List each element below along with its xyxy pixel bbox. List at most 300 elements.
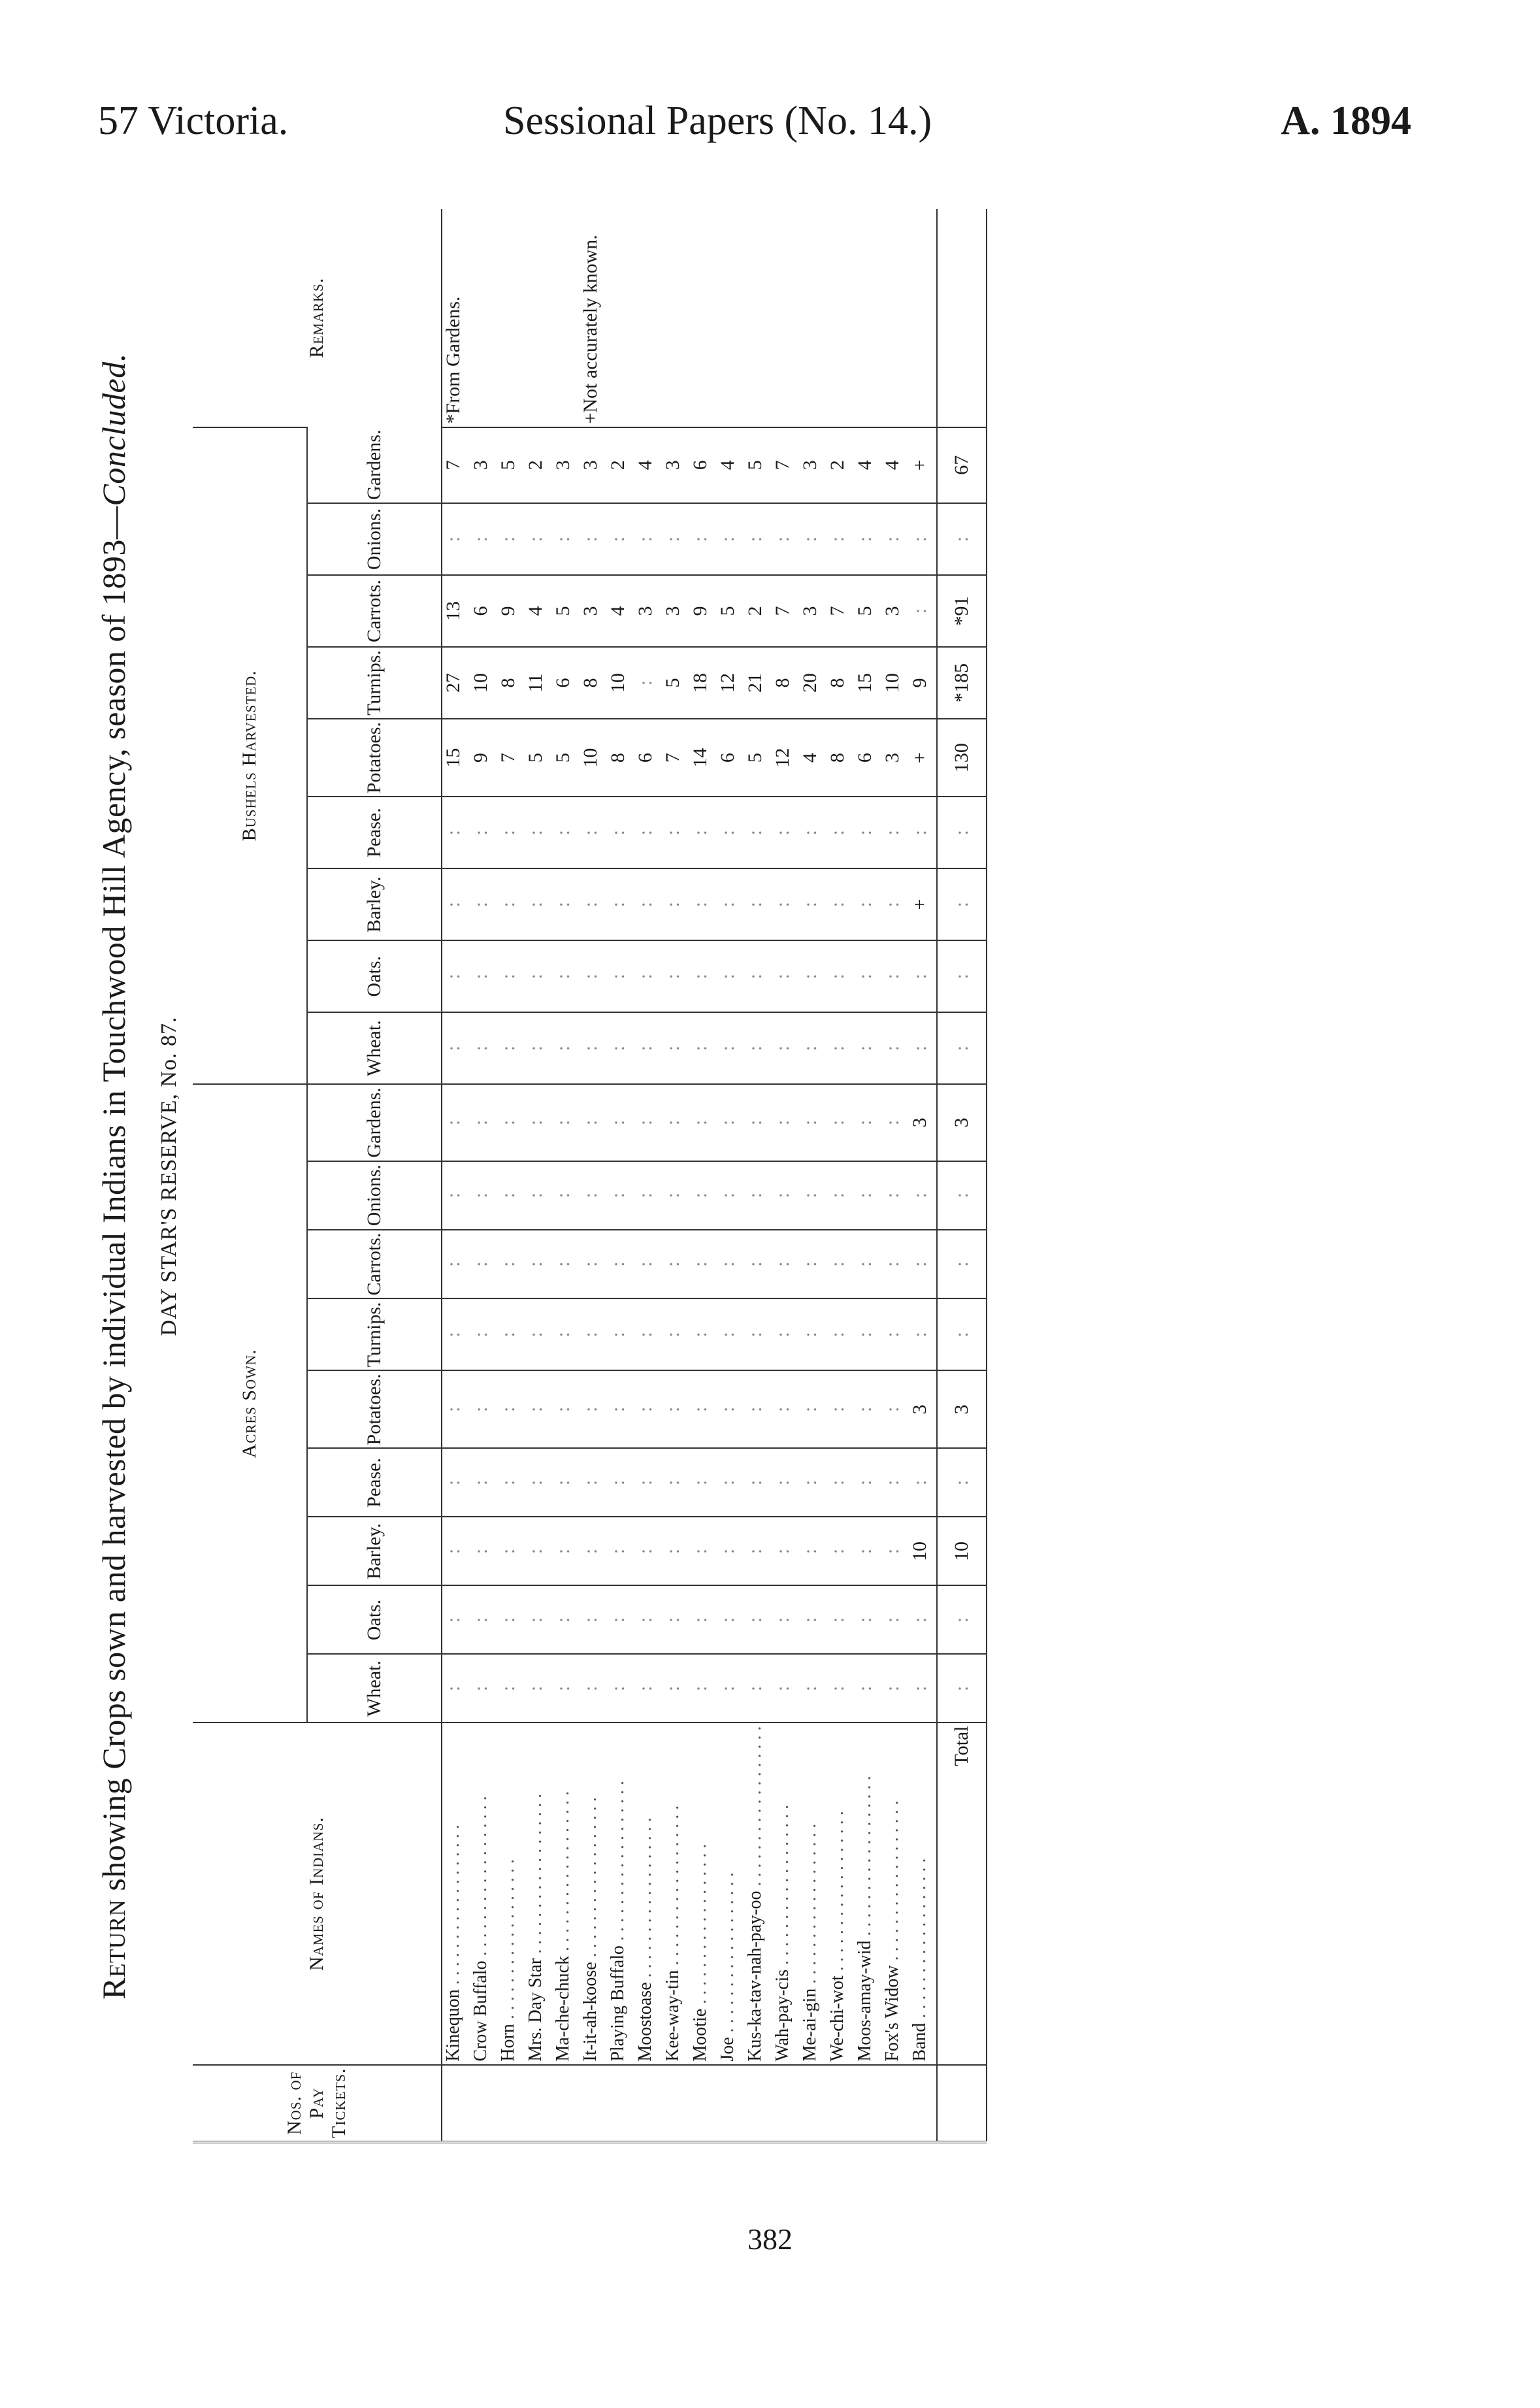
table-row <box>881 209 909 2142</box>
acres-cell-empty <box>607 1517 634 1585</box>
acres-cell-empty <box>552 1370 580 1448</box>
bushels-cell-empty <box>580 940 607 1012</box>
acres-cell-empty <box>854 1161 881 1230</box>
bushels-cell-empty <box>497 940 525 1012</box>
total-acres-empty <box>937 1654 987 1723</box>
acres-cell-empty <box>470 1370 497 1448</box>
acres-cell-empty <box>799 1230 827 1299</box>
bushels-cell: 7 <box>772 575 799 647</box>
acres-cell-empty <box>909 1585 937 1654</box>
bushels-cell-empty <box>552 1012 580 1084</box>
acres-cell-empty <box>772 1298 799 1370</box>
bushels-cell-empty <box>497 503 525 575</box>
bushels-cell-empty <box>525 797 552 868</box>
acres-cell-empty <box>607 1585 634 1654</box>
table-row <box>607 209 634 2142</box>
bushels-cell-empty <box>854 940 881 1012</box>
acres-cell-empty <box>689 1084 717 1161</box>
acres-cell-empty <box>744 1448 772 1517</box>
acres-cell-empty <box>442 1084 470 1161</box>
remark-cell <box>909 209 937 427</box>
pay-ticket-cell <box>909 2065 937 2142</box>
header-bushels-potatoes: Potatoes. <box>307 719 442 797</box>
acres-cell-empty <box>552 1084 580 1161</box>
bushels-cell: 7 <box>442 427 470 503</box>
acres-cell-empty <box>634 1298 662 1370</box>
bushels-cell-empty <box>634 647 662 719</box>
total-acres-empty <box>937 1230 987 1299</box>
indian-name: We-chi-wot . . . <box>827 1723 854 2064</box>
acres-cell-empty <box>525 1230 552 1299</box>
acres-cell-empty <box>607 1230 634 1299</box>
bushels-cell-empty <box>525 868 552 940</box>
acres-cell-empty <box>717 1517 744 1585</box>
bushels-cell-empty <box>634 797 662 868</box>
acres-cell-empty <box>470 1654 497 1723</box>
acres-cell-empty <box>442 1585 470 1654</box>
acres-cell-empty <box>552 1161 580 1230</box>
bushels-cell: 3 <box>662 427 689 503</box>
bushels-cell-empty <box>827 503 854 575</box>
bushels-cell-empty <box>744 503 772 575</box>
total-acres-empty <box>937 1448 987 1517</box>
acres-cell-empty <box>442 1448 470 1517</box>
bushels-cell-empty <box>470 797 497 868</box>
table-row <box>717 209 744 2142</box>
total-acres-cell: 10 <box>937 1517 987 1585</box>
title-concluded: Concluded. <box>95 353 132 506</box>
bushels-cell-empty <box>772 940 799 1012</box>
acres-cell-empty <box>497 1654 525 1723</box>
pay-ticket-cell <box>442 2065 470 2142</box>
acres-cell-empty <box>772 1448 799 1517</box>
acres-cell-empty <box>470 1448 497 1517</box>
bushels-cell-empty <box>497 868 525 940</box>
bushels-cell-empty <box>634 868 662 940</box>
indian-name: Moos-amay-wid . . . <box>854 1723 881 2064</box>
acres-cell-empty <box>689 1230 717 1299</box>
acres-cell-empty <box>580 1084 607 1161</box>
table-row <box>799 209 827 2142</box>
header-publication: Sessional Papers (No. 14.) <box>503 99 932 143</box>
acres-cell-empty <box>881 1298 909 1370</box>
acres-cell-empty <box>827 1298 854 1370</box>
pay-ticket-cell <box>552 2065 580 2142</box>
acres-cell-empty <box>909 1230 937 1299</box>
bushels-cell-empty <box>799 868 827 940</box>
header-bushels-oats: Oats. <box>307 940 442 1012</box>
acres-cell-empty <box>552 1448 580 1517</box>
bushels-cell: 3 <box>799 575 827 647</box>
bushels-cell-empty <box>717 797 744 868</box>
acres-cell-empty <box>744 1230 772 1299</box>
acres-cell-empty <box>881 1370 909 1448</box>
bushels-cell-empty <box>442 1012 470 1084</box>
acres-cell-empty <box>881 1654 909 1723</box>
bushels-cell-empty <box>909 1012 937 1084</box>
total-bushels-empty <box>937 1012 987 1084</box>
header-bushels-harvested: Bushels Harvested. <box>193 427 307 1085</box>
bushels-cell: 4 <box>881 427 909 503</box>
bushels-cell-empty <box>662 868 689 940</box>
table-group-header-row <box>193 209 307 2142</box>
table-row <box>827 209 854 2142</box>
bushels-cell: 10 <box>607 647 634 719</box>
acres-cell-empty <box>525 1084 552 1161</box>
header-bushels-turnips: Turnips. <box>307 647 442 719</box>
total-label: Total <box>937 1723 987 2064</box>
acres-cell-empty <box>470 1084 497 1161</box>
bushels-cell-empty <box>717 940 744 1012</box>
pay-ticket-cell <box>717 2065 744 2142</box>
bushels-cell-empty <box>799 797 827 868</box>
table-row <box>689 209 717 2142</box>
total-bushels-cell: *91 <box>937 575 987 647</box>
pay-ticket-cell <box>470 2065 497 2142</box>
acres-cell-empty <box>607 1298 634 1370</box>
bushels-cell: 13 <box>442 575 470 647</box>
acres-cell-empty <box>909 1161 937 1230</box>
bushels-cell: 7 <box>497 719 525 797</box>
acres-cell: 3 <box>909 1370 937 1448</box>
bushels-cell: 6 <box>552 647 580 719</box>
acres-cell-empty <box>772 1370 799 1448</box>
bushels-cell-empty <box>525 940 552 1012</box>
header-session: 57 Victoria. <box>98 99 289 143</box>
bushels-cell-empty <box>827 1012 854 1084</box>
bushels-cell-empty <box>470 868 497 940</box>
total-bushels-empty <box>937 940 987 1012</box>
bushels-cell: 5 <box>717 575 744 647</box>
acres-cell-empty <box>634 1084 662 1161</box>
bushels-cell: 5 <box>552 575 580 647</box>
bushels-cell: 3 <box>662 575 689 647</box>
bushels-cell: 3 <box>470 427 497 503</box>
acres-cell: 10 <box>909 1517 937 1585</box>
page-header <box>98 98 1411 157</box>
pay-ticket-cell <box>937 2065 987 2142</box>
table-row <box>909 209 937 2142</box>
bushels-cell: 5 <box>662 647 689 719</box>
pay-ticket-cell <box>497 2065 525 2142</box>
acres-cell-empty <box>607 1084 634 1161</box>
bushels-cell-empty <box>470 503 497 575</box>
acres-cell-empty <box>634 1448 662 1517</box>
bushels-cell-empty <box>881 868 909 940</box>
bushels-cell-empty <box>881 1012 909 1084</box>
bushels-cell-empty <box>497 1012 525 1084</box>
pay-ticket-cell <box>827 2065 854 2142</box>
pay-ticket-cell <box>854 2065 881 2142</box>
acres-cell-empty <box>552 1654 580 1723</box>
acres-cell-empty <box>580 1230 607 1299</box>
pay-ticket-cell <box>607 2065 634 2142</box>
remark-cell <box>607 209 634 427</box>
acres-cell-empty <box>689 1517 717 1585</box>
bushels-cell: 4 <box>854 427 881 503</box>
bushels-cell: 12 <box>717 647 744 719</box>
indian-name: Horn . . . <box>497 1723 525 2064</box>
acres-cell-empty <box>827 1084 854 1161</box>
table-row <box>854 209 881 2142</box>
bushels-cell: 9 <box>470 719 497 797</box>
remark-cell: *From Gardens. <box>442 296 464 424</box>
acres-cell-empty <box>827 1370 854 1448</box>
header-acres-sown: Acres Sown. <box>193 1084 307 1723</box>
acres-cell-empty <box>525 1298 552 1370</box>
total-acres-cell: 3 <box>937 1084 987 1161</box>
rotated-table-page <box>95 209 1094 2143</box>
bushels-cell-empty <box>909 503 937 575</box>
bushels-cell: 2 <box>525 427 552 503</box>
acres-cell-empty <box>717 1230 744 1299</box>
bushels-cell-empty <box>525 503 552 575</box>
bushels-cell: 5 <box>744 427 772 503</box>
acres-cell-empty <box>717 1448 744 1517</box>
acres-cell-empty <box>525 1517 552 1585</box>
indian-name: Mrs. Day Star . . . <box>525 1723 552 2064</box>
acres-cell-empty <box>744 1517 772 1585</box>
bushels-cell: 10 <box>881 647 909 719</box>
bushels-cell: 2 <box>607 427 634 503</box>
acres-cell-empty <box>525 1370 552 1448</box>
header-bushels-carrots: Carrots. <box>307 575 442 647</box>
indian-name: It-it-ah-koose . . . <box>580 1723 607 2064</box>
bushels-cell: 4 <box>799 719 827 797</box>
bushels-cell-empty <box>580 797 607 868</box>
acres-cell-empty <box>689 1161 717 1230</box>
bushels-cell-empty <box>442 503 470 575</box>
acres-cell-empty <box>580 1654 607 1723</box>
title-text: showing Crops sown and harvested by individual Indians in Touchwood Hill Agency, season of 1893— <box>95 506 132 1891</box>
acres-cell-empty <box>580 1161 607 1230</box>
acres-cell-empty <box>744 1084 772 1161</box>
acres-cell-empty <box>442 1298 470 1370</box>
acres-cell-empty <box>909 1654 937 1723</box>
table-row <box>580 209 607 2142</box>
acres-cell-empty <box>744 1585 772 1654</box>
bushels-cell-empty <box>662 940 689 1012</box>
acres-cell-empty <box>634 1230 662 1299</box>
acres-cell-empty <box>470 1585 497 1654</box>
bushels-cell-empty <box>827 797 854 868</box>
acres-cell-empty <box>470 1161 497 1230</box>
bushels-cell-empty <box>607 1012 634 1084</box>
total-bushels-cell: 67 <box>937 427 987 503</box>
indian-name: Me-ai-gin . . . <box>799 1723 827 2064</box>
acres-cell-empty <box>552 1585 580 1654</box>
bushels-cell-empty <box>772 797 799 868</box>
header-acres-onions: Onions. <box>307 1161 442 1230</box>
acres-cell-empty <box>881 1161 909 1230</box>
bushels-cell: 8 <box>827 647 854 719</box>
bushels-cell-empty <box>607 940 634 1012</box>
acres-cell-empty <box>525 1585 552 1654</box>
bushels-cell-empty <box>580 503 607 575</box>
bushels-cell-empty <box>442 868 470 940</box>
total-bushels-cell: *185 <box>937 647 987 719</box>
acres-cell-empty <box>689 1585 717 1654</box>
bushels-cell: 3 <box>580 575 607 647</box>
remark-cell <box>744 209 772 427</box>
remark-cell <box>634 209 662 427</box>
acres-cell-empty <box>662 1448 689 1517</box>
acres-cell-empty <box>799 1298 827 1370</box>
acres-cell-empty <box>744 1370 772 1448</box>
bushels-cell: 7 <box>772 427 799 503</box>
acres-cell-empty <box>580 1585 607 1654</box>
acres-cell-empty <box>662 1654 689 1723</box>
remark-cell <box>552 209 580 427</box>
acres-cell-empty <box>717 1370 744 1448</box>
acres-cell-empty <box>442 1370 470 1448</box>
bushels-cell: 8 <box>772 647 799 719</box>
bushels-cell: 8 <box>497 647 525 719</box>
bushels-cell: 4 <box>607 575 634 647</box>
bushels-cell: 15 <box>854 647 881 719</box>
acres-cell-empty <box>881 1448 909 1517</box>
bushels-cell-empty <box>854 1012 881 1084</box>
bushels-cell: 3 <box>881 575 909 647</box>
bushels-cell-empty <box>552 797 580 868</box>
bushels-cell-empty <box>552 868 580 940</box>
bushels-cell: 2 <box>744 575 772 647</box>
indian-name: Fox's Widow . . . <box>881 1723 909 2064</box>
acres-cell-empty <box>717 1654 744 1723</box>
bushels-cell: 20 <box>799 647 827 719</box>
crops-return-table <box>193 209 987 2143</box>
header-bushels-onions: Onions. <box>307 503 442 575</box>
bushels-cell-empty <box>634 940 662 1012</box>
acres-cell-empty <box>827 1517 854 1585</box>
bushels-cell-empty <box>881 940 909 1012</box>
pay-ticket-cell <box>881 2065 909 2142</box>
bushels-cell-empty <box>662 503 689 575</box>
bushels-cell: 3 <box>580 427 607 503</box>
bushels-cell-empty <box>607 868 634 940</box>
acres-cell-empty <box>525 1654 552 1723</box>
total-bushels-empty <box>937 797 987 868</box>
indian-name: Moostoase . . . <box>634 1723 662 2064</box>
bushels-cell-empty <box>470 1012 497 1084</box>
acres-cell-empty <box>772 1517 799 1585</box>
bushels-cell-empty <box>662 797 689 868</box>
acres-cell-empty <box>854 1654 881 1723</box>
bushels-cell-empty <box>772 868 799 940</box>
indian-name: Ma-che-chuck . . . <box>552 1723 580 2064</box>
bushels-cell-empty <box>442 940 470 1012</box>
table-row <box>744 209 772 2142</box>
bushels-cell-empty <box>497 797 525 868</box>
acres-cell-empty <box>442 1517 470 1585</box>
pay-ticket-cell <box>634 2065 662 2142</box>
bushels-cell-empty <box>607 797 634 868</box>
bushels-cell: 11 <box>525 647 552 719</box>
acres-cell-empty <box>525 1448 552 1517</box>
acres-cell-empty <box>580 1448 607 1517</box>
title-return-word: Return <box>95 1899 132 2000</box>
acres-cell-empty <box>799 1370 827 1448</box>
acres-cell-empty <box>772 1161 799 1230</box>
acres-cell-empty <box>717 1298 744 1370</box>
acres-cell-empty <box>552 1517 580 1585</box>
acres-cell-empty <box>689 1370 717 1448</box>
table-row <box>552 209 580 2142</box>
bushels-cell: 7 <box>827 575 854 647</box>
acres-cell-empty <box>744 1161 772 1230</box>
acres-cell-empty <box>607 1161 634 1230</box>
bushels-cell-empty <box>689 868 717 940</box>
total-acres-empty <box>937 1585 987 1654</box>
bushels-cell: 5 <box>744 719 772 797</box>
bushels-cell-empty <box>580 1012 607 1084</box>
acres-cell-empty <box>442 1654 470 1723</box>
acres-cell-empty <box>854 1517 881 1585</box>
bushels-cell: 6 <box>854 719 881 797</box>
header-remarks: Remarks. <box>193 209 442 427</box>
bushels-cell: 3 <box>799 427 827 503</box>
header-acres-oats: Oats. <box>307 1585 442 1654</box>
total-acres-empty <box>937 1161 987 1230</box>
bushels-cell-empty <box>634 503 662 575</box>
bushels-cell-empty <box>772 503 799 575</box>
bushels-cell: 9 <box>689 575 717 647</box>
acres-cell-empty <box>497 1370 525 1448</box>
acres-cell-empty <box>662 1161 689 1230</box>
bushels-cell: 18 <box>689 647 717 719</box>
acres-cell-empty <box>854 1084 881 1161</box>
acres-cell-empty <box>470 1298 497 1370</box>
bushels-cell: 10 <box>470 647 497 719</box>
acres-cell-empty <box>772 1230 799 1299</box>
total-remark-cell <box>937 209 987 427</box>
remark-cell <box>881 209 909 427</box>
bushels-cell-empty <box>799 940 827 1012</box>
acres-cell-empty <box>497 1084 525 1161</box>
acres-cell-empty <box>772 1084 799 1161</box>
header-bushels-barley: Barley. <box>307 868 442 940</box>
pay-ticket-cell <box>744 2065 772 2142</box>
bushels-cell: 3 <box>881 719 909 797</box>
bushels-cell: + <box>909 427 937 503</box>
acres-cell-empty <box>881 1517 909 1585</box>
acres-cell-empty <box>689 1298 717 1370</box>
acres-cell-empty <box>827 1161 854 1230</box>
acres-cell-empty <box>881 1585 909 1654</box>
bushels-cell-empty <box>854 503 881 575</box>
bushels-cell: 21 <box>744 647 772 719</box>
acres-cell-empty <box>470 1517 497 1585</box>
header-acres-pease: Pease. <box>307 1448 442 1517</box>
table-body <box>442 209 987 2142</box>
remark-cell <box>662 209 689 427</box>
bushels-cell-empty <box>909 797 937 868</box>
acres-cell-empty <box>717 1161 744 1230</box>
acres-cell-empty <box>470 1230 497 1299</box>
bushels-cell: 14 <box>689 719 717 797</box>
acres-cell-empty <box>552 1298 580 1370</box>
table-row <box>772 209 799 2142</box>
bushels-cell: 8 <box>607 719 634 797</box>
acres-cell-empty <box>497 1585 525 1654</box>
acres-cell-empty <box>634 1161 662 1230</box>
acres-cell-empty <box>580 1298 607 1370</box>
bushels-cell: 5 <box>854 575 881 647</box>
remark-cell <box>717 209 744 427</box>
acres-cell-empty <box>799 1585 827 1654</box>
bushels-cell-empty <box>827 868 854 940</box>
bushels-cell-empty <box>744 797 772 868</box>
